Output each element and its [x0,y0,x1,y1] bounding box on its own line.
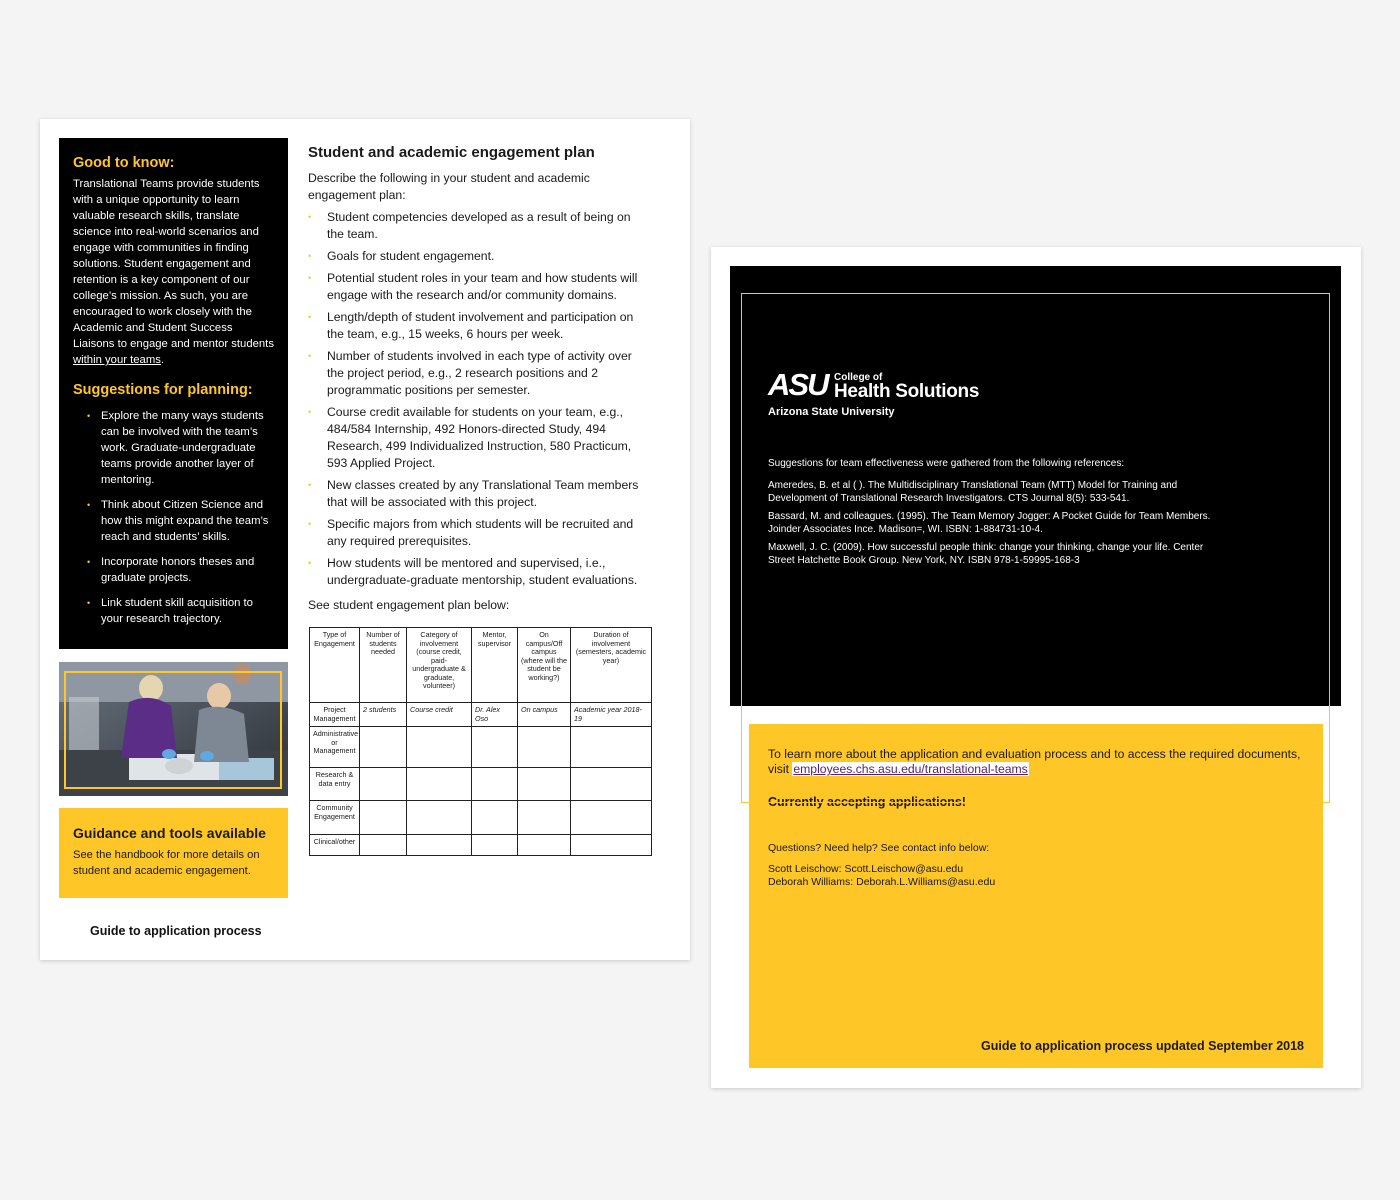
table-header: On campus/Off campus (where will the student be working?) [518,628,571,703]
suggestion-item [87,497,274,545]
engagement-plan-section [308,144,646,612]
questions-text: Questions? Need help? See contact info below: [768,842,990,854]
references-panel [730,266,1341,706]
suggestions-list [73,408,274,627]
plan-item [308,477,646,511]
suggestion-item [87,595,274,627]
guidance-body: See the handbook for more details on student and academic engagement. [73,849,260,877]
bullet-icon: • [87,557,91,567]
right-footer: Guide to application process updated September 2018 [981,1039,1304,1053]
bullet-icon: • [87,411,91,421]
table-cell [472,835,518,856]
references-list [768,457,1228,572]
lab-photo-illustration [59,662,288,796]
reference-item: Bassard, M. and colleagues. (1995). The Team Memory Jogger: A Pocket Guide for Team Members. Joinder Associates Ince. Madison=, WI. ISBN: 1-884731-10-4. [768,511,1211,535]
learn-more-text [768,747,1304,777]
see-plan-below: See student engagement plan below: [308,598,510,612]
good-to-know-panel [59,138,288,649]
suggestions-heading: Suggestions for planning: [73,382,253,398]
suggestion-text: Link student skill acquisition to your research trajectory. [101,597,253,625]
suggestion-item [87,554,274,586]
table-cell: Academic year 2018-19 [571,703,652,727]
bullet-icon: • [87,598,91,608]
plan-item [308,348,646,399]
plan-item-text: Goals for student engagement. [327,249,495,263]
table-header: Number of students needed [360,628,407,703]
reference-item: Maxwell, J. C. (2009). How successful people think: change your thinking, change your life. Center Street Hatchette Book Group. New York, NY. ISBN 978-1-59995-168-3 [768,542,1204,566]
bullet-icon: • [308,251,312,261]
plan-item [308,209,646,243]
bullet-icon: • [308,558,312,568]
good-to-know-heading: Good to know: [73,155,175,171]
engagement-plan-intro: Describe the following in your student and academic engagement plan: [308,171,590,202]
accepting-applications: Currently accepting applications! [768,795,966,809]
table-row [310,703,652,727]
logo-university: Arizona State University [768,406,895,418]
plan-item [308,270,646,304]
plan-item [308,309,646,343]
table-cell: On campus [518,703,571,727]
table-cell [472,768,518,801]
left-footer: Guide to application process [90,924,262,938]
plan-item [308,404,646,472]
plan-item-text: New classes created by any Translational Team members that will be associated with this project. [327,478,639,509]
table-cell [571,768,652,801]
table-cell [571,835,652,856]
plan-item-text: Student competencies developed as a result of being on the team. [327,210,631,241]
bullet-icon: • [87,500,91,510]
learn-more-body: To learn more about the application and evaluation process and to access the required documents, visit [768,747,1301,776]
reference-item: Ameredes, B. et al ( ). The Multidisciplinary Translational Team (MTT) Model for Training and Development of Translational Research Investigators. CTS Journal 8(5): 533-541. [768,480,1178,504]
table-cell [472,801,518,835]
table-cell: Project Management [310,703,360,727]
table-cell: Course credit [407,703,472,727]
good-to-know-body [73,176,274,368]
apply-info-panel [749,724,1323,1068]
table-cell [571,801,652,835]
bullet-icon: • [308,273,312,283]
good-to-know-underlined: within your teams [73,354,161,366]
plan-item [308,248,646,265]
table-header: Category of involvement (course credit, paid-undergraduate & graduate, volunteer) [407,628,472,703]
table-cell [472,727,518,768]
translational-teams-link[interactable]: employees.chs.asu.edu/translational-teams [793,762,1028,776]
suggestion-text: Explore the many ways students can be involved with the team’s work. Graduate-undergraduate teams provide another layer of mentoring. [101,410,264,486]
plan-item-text: Length/depth of student involvement and participation on the team, e.g., 15 weeks, 6 hours per week. [327,310,634,341]
table-header: Mentor, supervisor [472,628,518,703]
table-cell [518,768,571,801]
table-cell [360,835,407,856]
table-cell [407,835,472,856]
bullet-icon: • [308,407,312,417]
table-cell [360,727,407,768]
table-cell [360,801,407,835]
guidance-heading: Guidance and tools available [73,825,266,841]
table-cell: Dr. Alex Oso [472,703,518,727]
left-page [40,119,690,960]
contact-item: Deborah Williams: Deborah.L.Williams@asu.edu [768,876,996,888]
bullet-icon: • [308,480,312,490]
guidance-panel [59,808,288,898]
logo-college-of: College of [834,372,883,383]
table-row [310,768,652,801]
bullet-icon: • [308,351,312,361]
engagement-plan-title: Student and academic engagement plan [308,144,595,161]
good-to-know-end: . [160,354,165,366]
plan-item-text: Specific majors from which students will be recruited and any required prerequisites. [327,517,634,548]
table-cell [360,768,407,801]
good-to-know-text: Translational Teams provide students with a unique opportunity to learn valuable research skills, translate science into real-world scenarios and engage with communities in finding solutions. Student engagement and retention is a key component of our college’s mission. As such, you are encouraged to work closely with the Academic and Student Success Liaisons to engage and mentor students [73,178,274,350]
table-cell: Clinical/other [310,835,360,856]
table-header-row [310,628,652,703]
table-header: Type of Engagement [310,628,360,703]
table-cell [407,727,472,768]
logo-health-solutions: Health Solutions [834,381,980,402]
contact-list [768,863,1304,889]
table-header: Duration of involvement (semesters, academic year) [571,628,652,703]
references-intro: Suggestions for team effectiveness were gathered from the following references: [768,458,1125,469]
plan-item-text: Potential student roles in your team and how students will engage with the research and/or community domains. [327,271,638,302]
engagement-plan-list [308,209,646,589]
students-lab-photo [59,662,288,796]
plan-item [308,516,646,550]
table-cell [407,801,472,835]
engagement-plan-table [309,627,652,856]
table-cell [518,835,571,856]
table-cell [518,801,571,835]
bullet-icon: • [308,312,312,322]
table-cell [571,727,652,768]
table-cell: Administrative or Management [310,727,360,768]
table-row [310,835,652,856]
right-page [711,247,1361,1088]
plan-item-text: Course credit available for students on your team, e.g., 484/584 Internship, 492 Honors-directed Study, 494 Research, 499 Individualized Instruction, 580 Practicum, 593 Applied Project. [327,405,632,470]
plan-item [308,555,646,589]
bullet-icon: • [308,519,312,529]
plan-item-text: How students will be mentored and supervised, i.e., undergraduate-graduate mentorship, student evaluations. [327,556,638,587]
asu-logo-mark: ASU [768,367,828,402]
suggestion-item [87,408,274,488]
contact-item: Scott Leischow: Scott.Leischow@asu.edu [768,863,964,875]
plan-item-text: Number of students involved in each type of activity over the project period, e.g., 2 research positions and 2 programmatic positions per semester. [327,349,632,397]
table-cell: 2 students [360,703,407,727]
suggestion-text: Think about Citizen Science and how this might expand the team’s reach and students’ skills. [101,499,269,543]
table-cell: Research & data entry [310,768,360,801]
table-row [310,801,652,835]
table-cell: Community Engagement [310,801,360,835]
table-cell [407,768,472,801]
table-row [310,727,652,768]
table-cell [518,727,571,768]
suggestion-text: Incorporate honors theses and graduate projects. [101,556,255,584]
bullet-icon: • [308,212,312,222]
